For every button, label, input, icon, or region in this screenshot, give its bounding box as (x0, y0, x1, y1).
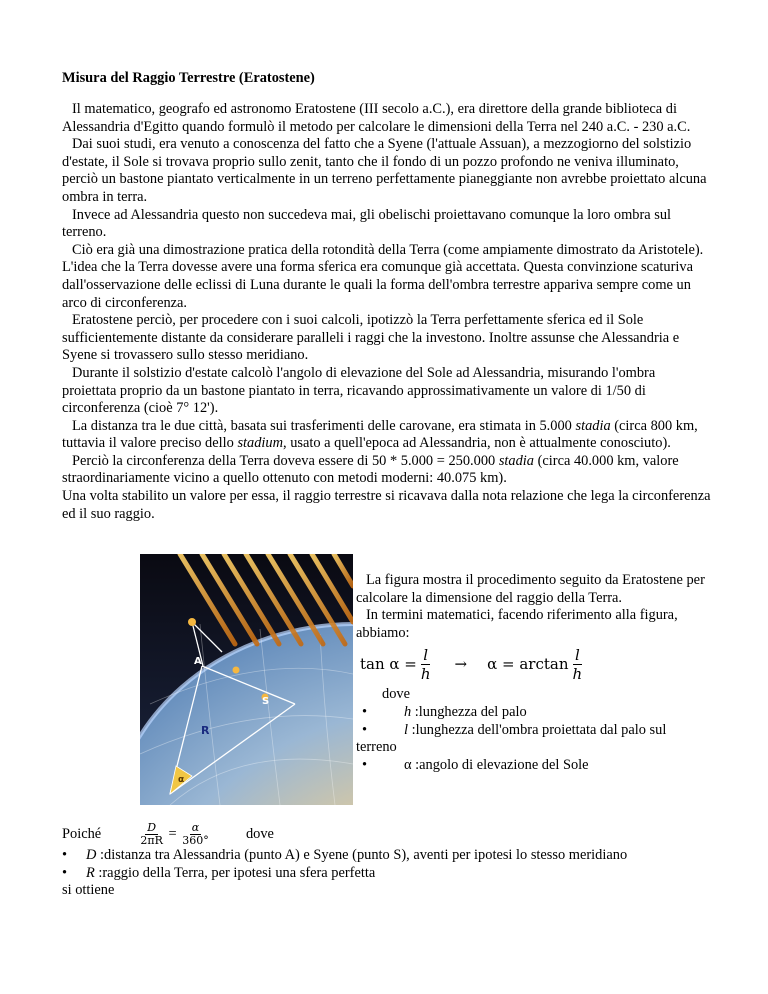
paragraph: Durante il solstizio d'estate calcolò l'angolo di elevazione del Sole ad Alessandria, misurando l'ombra proiettata proprio da un bastone piantato in terra, ricavando approssimativamente un valore di 1/50 di circonferenza (cioè 7° 12'). (62, 364, 656, 417)
paragraph-circumference: Perciò la circonferenza della Terra doveva essere di 50 * 5.000 = 250.000 stadia (circa 40.000 km, valore straordinariamente vicino a quello ottenuto con metodi moderni: 40.075 km). (62, 452, 679, 487)
paragraph-distance: La distanza tra le due città, basata sui trasferimenti delle carovane, era stimata in 5.000 stadia (circa 800 km, tuttavia il valore preciso dello stadium, usato a quell'epoca ad Alessandria, non è attualmente conosciuto). (62, 417, 698, 452)
fig-caption: La figura mostra il procedimento seguito da Eratostene per calcolare la dimensione del raggio della Terra. (356, 572, 705, 606)
lower-section (62, 822, 722, 900)
paragraph: Il matematico, geografo ed astronomo Eratostene (III secolo a.C.), era direttore della grande biblioteca di Alessandria d'Egitto quando formulò il metodo per calcolare le dimensioni della Terra nel 240 a.C. - 230 a.C. (62, 101, 691, 135)
list-item: • h :lunghezza del palo (362, 703, 527, 720)
figure-explanation (356, 572, 716, 774)
dove-label: dove (382, 686, 410, 703)
list-item: • R :raggio della Terra, per ipotesi una sfera perfetta (62, 864, 376, 881)
fraction-l-h-2: $\frac{l}{h}$ (572, 645, 583, 683)
main-text (62, 101, 712, 523)
fraction-d-2piR: $\frac{D}{2\pi R}$ (140, 821, 163, 847)
earth-illustration (140, 554, 353, 805)
point-a-label: A (194, 656, 202, 667)
paragraph: Ciò era già una dimostrazione pratica della rotondità della Terra (come ampiamente dimostrato da Aristotele). L'idea che la Terra dovesse avere una forma sferica era comunque già accettata. Questa convinzione scaturiva dall'osservazione delle eclissi di Luna durante le quali la forma dell'ombra terrestre appariva sempre come un arco di circonferenza. (62, 241, 704, 311)
radius-label: R (201, 724, 210, 737)
terreno-text: terreno (356, 739, 397, 756)
list-item: • l :lunghezza dell'ombra proiettata dal palo sul (362, 721, 667, 738)
paragraph: Eratostene perciò, per procedere con i suoi calcoli, ipotizzò la Terra perfettamente sferica ed il Sole sufficientemente distante da considerare paralleli i raggi che la investono. Inoltre assunse che Alessandria e Syene si trovassero sullo stesso meridiano. (62, 312, 680, 364)
paragraph: Invece ad Alessandria questo non succedeva mai, gli obelischi proiettavano comunque la loro ombra sul terreno. (62, 206, 672, 241)
fig-intro: In termini matematici, facendo riferimento alla figura, abbiamo: (356, 607, 678, 641)
point-s-label: S (262, 696, 270, 707)
poiche-line: Poiché $\frac{D}{2\pi R}$ = $\frac{\alpha}{360^\circ}$ dove (62, 821, 274, 847)
document-title: Misura del Raggio Terrestre (Eratostene) (62, 70, 315, 86)
alpha-label: α (178, 775, 185, 785)
list-item: • D :distanza tra Alessandria (punto A) e Syene (punto S), aventi per ipotesi lo stesso meridiano (62, 847, 628, 863)
list-item: • α :angolo di elevazione del Sole (362, 756, 589, 773)
arrow-glyph: → (454, 654, 468, 673)
paragraph-relation: Una volta stabilito un valore per essa, il raggio terrestre si ricavava dalla nota relazione che lega la circonferenza ed il suo raggio. (62, 488, 711, 522)
fraction-l-h: $\frac{l}{h}$ (420, 645, 431, 683)
paragraph: Dai suoi studi, era venuto a conoscenza del fatto che a Syene (l'attuale Assuan), a mezzogiorno del solstizio d'estate, il Sole si trovava proprio sullo zenit, tanto che il fondo di un pozzo profondo ne veniva illuminato, perciò un bastone piantato verticalmente in un terreno perfettamente pianeggiante non avrebbe proiettato alcuna ombra in terra. (62, 136, 707, 205)
fraction-alpha-360: $\frac{\alpha}{360^\circ}$ (182, 821, 209, 847)
si-ottiene: si ottiene (62, 882, 115, 899)
earth-figure (140, 554, 353, 805)
tan-formula: tan α = $\frac{l}{h}$ → α = arctan $\frac{l}{h}$ (360, 645, 583, 683)
